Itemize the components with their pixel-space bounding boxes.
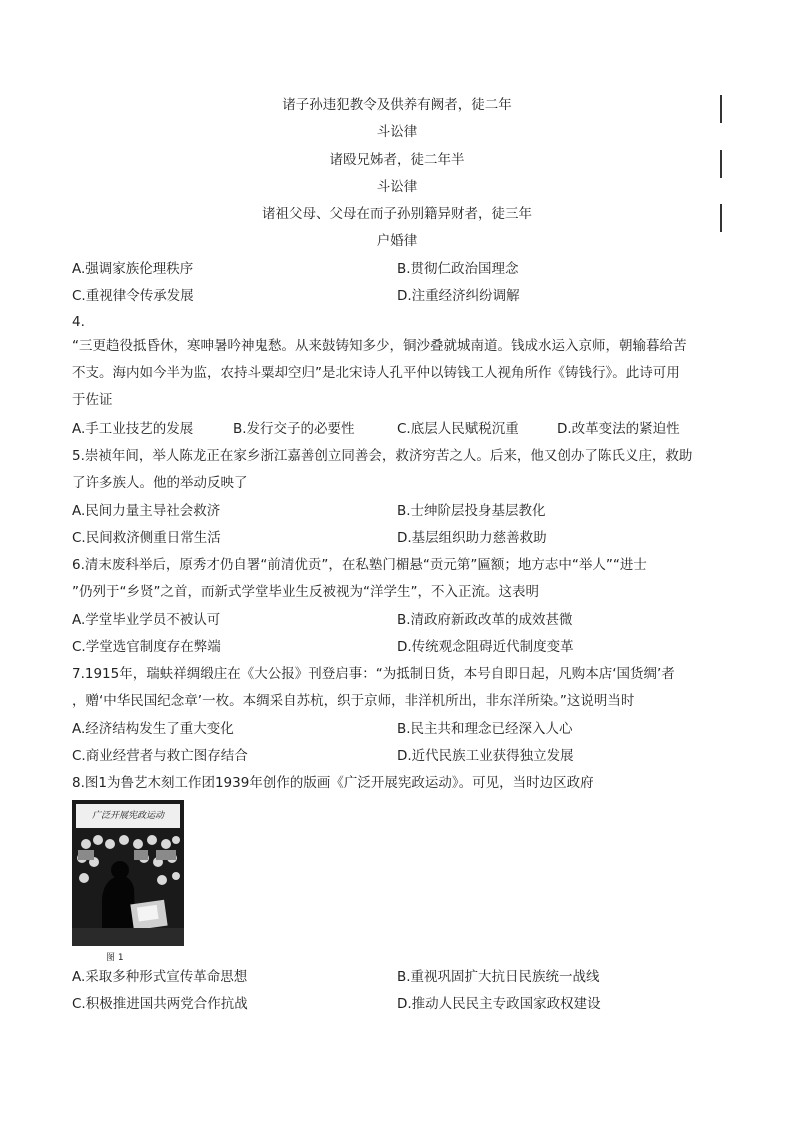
woodcut-illustration (72, 800, 184, 946)
q3-option-a: A.强调家族伦理秩序 (72, 261, 194, 277)
q3-option-d: D.注重经济纠纷调解 (397, 288, 520, 304)
q8-option-b: B.重视巩固扩大抗日民族统一战线 (397, 969, 600, 985)
woodcut-figure (72, 800, 184, 946)
law-source-2: 斗讼律 (376, 179, 418, 195)
q8-option-c: C.积极推进国共两党合作抗战 (72, 996, 248, 1012)
figure-caption: 图 1 (106, 953, 124, 963)
margin-bar (720, 204, 722, 232)
q4-option-c: C.底层人民赋税沉重 (397, 421, 519, 437)
q4-stem-line: “三更趋役抵昏休，寒呻暑吟神鬼愁。从来鼓铸知多少，铜沙叠就城南道。钱成水运入京师，朝输暮给苦 (72, 338, 687, 354)
q4-stem-line: 于佐证 (72, 392, 113, 408)
margin-bar (720, 95, 722, 123)
law-source-1: 斗讼律 (376, 124, 418, 140)
q4-stem (72, 333, 722, 414)
q6-option-a: A.学堂毕业学员不被认可 (72, 612, 221, 628)
q5-stem (72, 443, 722, 497)
law-source-3: 户婚律 (376, 233, 418, 249)
law-excerpt-3: 诸祖父母、父母在而子孙别籍异财者，徒三年 (262, 206, 532, 222)
margin-bar (720, 150, 722, 178)
q7-stem-line: ，赠‘中华民国纪念章’一枚。本绸采自苏杭，织于京师，非洋机所出，非东洋所染。”这说明当时 (72, 693, 635, 709)
q3-option-c: C.重视律令传承发展 (72, 288, 194, 304)
q5-option-b: B.士绅阶层投身基层教化 (397, 503, 546, 519)
q7-option-b: B.民主共和理念已经深入人心 (397, 721, 573, 737)
q8-option-a: A.采取多种形式宣传革命思想 (72, 969, 248, 985)
figure-banner: 广泛开展宪政运动 (76, 804, 180, 828)
q7-option-c: C.商业经营者与救亡图存结合 (72, 748, 248, 764)
q6-stem (72, 552, 722, 606)
q8-stem: 8.图1为鲁艺木刻工作团1939年创作的版画《广泛开展宪政运动》。可见，当时边区政府 (72, 775, 594, 791)
q6-option-d: D.传统观念阻碍近代制度变革 (397, 639, 574, 655)
q7-stem (72, 661, 722, 715)
q4-option-b: B.发行交子的必要性 (233, 421, 355, 437)
q4-stem-line: 不支。海内如今半为监，农持斗粟却空归”是北宋诗人孔平仲以铸钱工人视角所作《铸钱行》。此诗可用 (72, 365, 680, 381)
q6-stem-line: 6.清末废科举后，原秀才仍自署“前清优贡”，在私塾门楣悬“贡元第”匾额；地方志中“举人”“进士 (72, 557, 647, 573)
q6-stem-line: ”仍列于“乡贤”之首，而新式学堂毕业生反被视为“洋学生”，不入正流。这表明 (72, 584, 539, 600)
q6-option-b: B.清政府新政改革的成效甚微 (397, 612, 573, 628)
q7-option-a: A.经济结构发生了重大变化 (72, 721, 234, 737)
q5-option-c: C.民间救济侧重日常生活 (72, 530, 221, 546)
q4-option-a: A.手工业技艺的发展 (72, 421, 194, 437)
q8-option-d: D.推动人民民主专政国家政权建设 (397, 996, 601, 1012)
q5-option-a: A.民间力量主导社会救济 (72, 503, 221, 519)
q5-stem-line: 5.崇祯年间，举人陈龙正在家乡浙江嘉善创立同善会，救济穷苦之人。后来，他又创办了陈氏义庄，救助 (72, 448, 693, 464)
law-excerpt-2: 诸殴兄姊者，徒二年半 (329, 152, 465, 168)
q6-option-c: C.学堂选官制度存在弊端 (72, 639, 221, 655)
q5-option-d: D.基层组织助力慈善救助 (397, 530, 547, 546)
q3-option-b: B.贯彻仁政治国理念 (397, 261, 519, 277)
law-excerpt-1: 诸子孙违犯教令及供养有阙者，徒二年 (282, 97, 512, 113)
q4-number: 4. (72, 314, 85, 330)
q7-option-d: D.近代民族工业获得独立发展 (397, 748, 574, 764)
q5-stem-line: 了许多族人。他的举动反映了 (72, 475, 248, 491)
q4-option-d: D.改革变法的紧迫性 (557, 421, 680, 437)
q7-stem-line: 7.1915年，瑞蚨祥绸缎庄在《大公报》刊登启事：“为抵制日货，本号自即日起，凡购本店‘国货绸’者 (72, 666, 675, 682)
